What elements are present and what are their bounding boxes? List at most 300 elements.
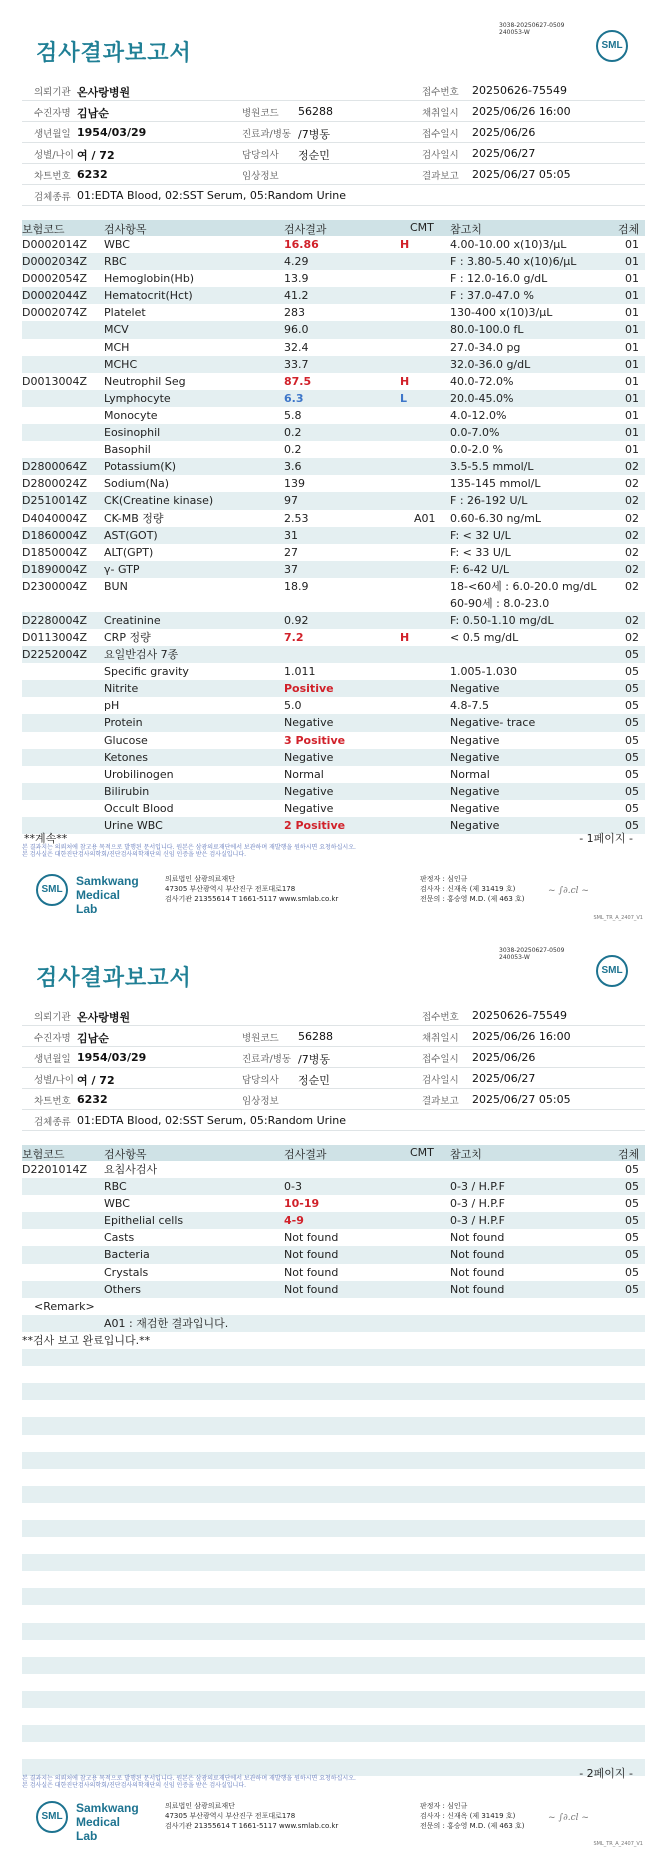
specimen-code: 01 <box>625 443 639 457</box>
test-item: Crystals <box>104 1265 149 1279</box>
insurance-code: D2800024Z <box>22 477 87 491</box>
specimen-code: 05 <box>625 682 639 696</box>
results-table <box>22 220 645 834</box>
report-header <box>0 925 655 1005</box>
insurance-code: D1860004Z <box>22 528 87 542</box>
specimen-code: 01 <box>625 357 639 371</box>
specimen-code: 05 <box>625 819 639 832</box>
reference-range: 80.0-100.0 fL <box>450 323 524 337</box>
remark-a01-row: A01 : 재검한 결과입니다. <box>22 1315 645 1332</box>
footer-org-info: 의료법인 삼광의료재단 47305 부산광역시 부산진구 전포대로178 검사기관 21355614 T 1661-5117 www.smlab.co.kr <box>165 875 339 903</box>
table-header: 보험코드 검사항목 검사결과 CMT 참고치 검체 <box>22 1145 645 1161</box>
test-result: Not found <box>284 1231 339 1245</box>
reference-range: F : 3.80-5.40 x(10)6/μL <box>450 255 577 269</box>
empty-row <box>22 1349 645 1366</box>
test-result: Not found <box>284 1282 339 1296</box>
table-row <box>22 697 645 714</box>
test-result: 5.8 <box>284 408 302 422</box>
insurance-code: D1850004Z <box>22 545 87 559</box>
empty-row <box>22 1708 645 1725</box>
table-row <box>22 304 645 321</box>
specimen-code: 01 <box>625 323 639 337</box>
info-row: 성별/나이 여 / 72 담당의사 정순민 검사일시 2025/06/27 <box>22 143 645 164</box>
test-result: 7.2 <box>284 630 304 644</box>
test-item: Bilirubin <box>104 784 150 798</box>
empty-row <box>22 1469 645 1486</box>
table-row <box>22 527 645 544</box>
empty-row <box>22 1503 645 1520</box>
reference-range: Negative <box>450 801 500 815</box>
footer-brand: SML Samkwang Medical Lab <box>36 1797 136 1837</box>
insurance-code: D2252004Z <box>22 648 87 662</box>
test-result: 18.9 <box>284 579 309 593</box>
empty-row <box>22 1383 645 1400</box>
reference-range: 3.5-5.5 mmol/L <box>450 460 534 474</box>
test-item: Sodium(Na) <box>104 477 169 491</box>
test-result: 16.86 <box>284 238 319 251</box>
test-result: 283 <box>284 306 305 320</box>
test-result: 0-3 <box>284 1180 302 1194</box>
cmt-flag: H <box>400 630 410 644</box>
test-item: pH <box>104 699 120 713</box>
insurance-code: D4040004Z <box>22 511 87 525</box>
reference-range: 40.0-72.0% <box>450 374 514 388</box>
table-row <box>22 1281 645 1298</box>
insurance-code: D0002044Z <box>22 289 87 303</box>
table-row <box>22 339 645 356</box>
table-row <box>22 561 645 578</box>
receipt-no-value: 20250626-75549 <box>472 84 567 97</box>
reference-range: 0.0-7.0% <box>450 426 500 440</box>
specimen-code: 01 <box>625 255 639 269</box>
reference-range: Negative <box>450 784 500 798</box>
specimen-code: 05 <box>625 665 639 679</box>
results-rows-page2 <box>22 1161 645 1298</box>
reference-range: 4.00-10.00 x(10)3/μL <box>450 238 567 251</box>
test-result: 13.9 <box>284 272 309 286</box>
test-result: 97 <box>284 494 298 508</box>
barcode-text: 3038-20250627-0509 240053-W <box>499 947 565 961</box>
reference-range: F: < 32 U/L <box>450 528 511 542</box>
table-row <box>22 1178 645 1195</box>
specimen-code: 02 <box>625 477 639 491</box>
cmt-flag: H <box>400 374 410 388</box>
patient-name-value: 김남순 <box>77 107 109 120</box>
sml-logo-icon: SML <box>36 874 68 906</box>
reference-range: 20.0-45.0% <box>450 391 514 405</box>
info-row: 차트번호 6232 임상정보 결과보고 2025/06/27 05:05 <box>22 164 645 185</box>
reference-range: F : 37.0-47.0 % <box>450 289 534 303</box>
table-row <box>22 629 645 646</box>
table-row <box>22 1161 645 1178</box>
reference-range: 32.0-36.0 g/dL <box>450 357 531 371</box>
page-number: - 2페이지 - <box>579 1767 633 1780</box>
specimen-code: 05 <box>625 1282 639 1296</box>
test-result: Positive <box>284 682 334 696</box>
table-row <box>22 390 645 407</box>
reference-range: F: 6-42 U/L <box>450 562 510 576</box>
table-row <box>22 1212 645 1229</box>
test-result: 10-19 <box>284 1197 320 1211</box>
reference-range: Negative <box>450 733 500 747</box>
reference-range: Negative- trace <box>450 716 536 730</box>
table-row <box>22 492 645 509</box>
insurance-code: D2510014Z <box>22 494 87 508</box>
report-header <box>0 0 655 80</box>
table-row <box>22 1229 645 1246</box>
insurance-code: D0002074Z <box>22 306 87 320</box>
test-result: 5.0 <box>284 699 302 713</box>
table-row <box>22 663 645 680</box>
table-row <box>22 766 645 783</box>
specimen-code: 02 <box>625 579 639 593</box>
specimen-code: 05 <box>625 716 639 730</box>
test-item: Creatinine <box>104 613 161 627</box>
reference-range-2: 60-90세 : 8.0-23.0 <box>450 596 550 610</box>
specimen-code: 05 <box>625 1163 639 1176</box>
info-row: 생년월일 1954/03/29 진료과/병동 /7병동 접수일시 2025/06/26 <box>22 122 645 143</box>
table-row <box>22 680 645 697</box>
test-item: Occult Blood <box>104 801 174 815</box>
empty-row <box>22 1537 645 1554</box>
table-row <box>22 270 645 287</box>
test-item: AST(GOT) <box>104 528 158 542</box>
test-item: Epithelial cells <box>104 1214 184 1228</box>
empty-row <box>22 1417 645 1434</box>
reference-range: Not found <box>450 1231 505 1245</box>
test-result: Not found <box>284 1265 339 1279</box>
patient-info <box>22 80 645 206</box>
specimen-code: 02 <box>625 511 639 525</box>
form-code: SML_TR_A_2407_V1 <box>593 915 643 921</box>
specimen-code: 01 <box>625 426 639 440</box>
footer-brand: SML Samkwang Medical Lab <box>36 870 136 910</box>
footer-warning: 본 결과지는 의뢰처에 참고용 목적으로 발행된 문서입니다. 원본은 삼광의료재단에서 보관하며 재발행을 원하시면 요청하십시오. 본 검사실은 대한진단검사의학회/진단검사의학재단의 신임 인증을 받은 검사실입니다. <box>22 844 356 858</box>
table-row <box>22 1195 645 1212</box>
empty-row <box>22 1400 645 1417</box>
test-item: 요일반검사 7종 <box>104 648 179 662</box>
insurance-code: D2800064Z <box>22 460 87 474</box>
empty-row <box>22 1554 645 1571</box>
test-item: RBC <box>104 1180 127 1194</box>
table-row <box>22 236 645 253</box>
info-row: 수진자명 김남순 병원코드 56288 채취일시 2025/06/26 16:00 <box>22 101 645 122</box>
specimen-code: 02 <box>625 460 639 474</box>
test-result: Not found <box>284 1248 339 1262</box>
footer-signers: 판정자 : 심인규 검사자 : 신재옥 (제 31419 호) 전문의 : 홍승영 M.D. (제 463 호) <box>420 1802 525 1830</box>
reference-range: 0-3 / H.P.F <box>450 1214 505 1228</box>
table-row <box>22 1246 645 1263</box>
table-row <box>22 475 645 492</box>
signature-image: ~ ∫∂.cl ~ <box>548 886 589 896</box>
test-item: γ- GTP <box>104 562 140 576</box>
reference-range: Not found <box>450 1282 505 1296</box>
patient-info: 의뢰기관 온사랑병원 접수번호 20250626-75549 수진자명 김남순 병원코드 56288 채취일시 2025/06/26 16:00 생년월일 1954/03/29 진료과/병동 /7병동 접수일시 2025/06/26 성별/나이 여 / 72 담당의사 정순민 검사일시 2025/06/27 차트번호 6232 임상정보 결과보고 2025/06/27 05:05 검체종류 01:EDTA Blood, 02:SST Serum, 05:Random Urine <box>22 1005 645 1131</box>
test-item: Platelet <box>104 306 146 320</box>
test-result: Normal <box>284 767 324 781</box>
test-result: Negative <box>284 716 334 730</box>
empty-row <box>22 1571 645 1588</box>
sml-logo-icon: SML <box>36 1801 68 1833</box>
specimen-code: 01 <box>625 340 639 354</box>
specimen-code: 01 <box>625 289 639 303</box>
reference-range: Normal <box>450 767 490 781</box>
specimen-code: 01 <box>625 238 639 251</box>
specimen-code: 05 <box>625 750 639 764</box>
remark-label-row: <Remark> <box>34 1299 95 1313</box>
barcode-text: 3038-20250627-0509 240053-W <box>499 22 565 36</box>
empty-row <box>22 1520 645 1537</box>
specimen-code: 05 <box>625 801 639 815</box>
empty-rows <box>22 1349 645 1793</box>
test-item: WBC <box>104 238 130 251</box>
empty-row <box>22 1623 645 1640</box>
test-result: 2.53 <box>284 511 309 525</box>
test-item: Urobilinogen <box>104 767 174 781</box>
reference-range: 1.005-1.030 <box>450 665 517 679</box>
empty-row <box>22 1452 645 1469</box>
cmt-flag: H <box>400 238 410 251</box>
test-item: RBC <box>104 255 127 269</box>
test-item: Others <box>104 1282 141 1296</box>
test-result: 27 <box>284 545 298 559</box>
test-result: 1.011 <box>284 665 316 679</box>
page-number: - 1페이지 - <box>579 832 633 845</box>
empty-row <box>22 1366 645 1383</box>
insurance-code: D0013004Z <box>22 374 87 388</box>
test-item: Hematocrit(Hct) <box>104 289 193 303</box>
table-row <box>22 646 645 663</box>
reference-range: 135-145 mmol/L <box>450 477 541 491</box>
table-row <box>22 783 645 800</box>
specimen-code: 05 <box>625 784 639 798</box>
test-item: BUN <box>104 579 128 593</box>
test-item: Eosinophil <box>104 426 161 440</box>
empty-row <box>22 1640 645 1657</box>
table-row <box>22 321 645 338</box>
empty-row <box>22 1486 645 1503</box>
table-row <box>22 612 645 629</box>
table-row <box>22 441 645 458</box>
reference-range: Negative <box>450 682 500 696</box>
table-row <box>22 407 645 424</box>
test-item: WBC <box>104 1197 130 1211</box>
test-result: Negative <box>284 750 334 764</box>
test-item: Glucose <box>104 733 148 747</box>
table-row <box>22 356 645 373</box>
table-row <box>22 510 645 527</box>
test-item: Nitrite <box>104 682 139 696</box>
test-result: 0.2 <box>284 426 302 440</box>
insurance-code: D0002034Z <box>22 255 87 269</box>
test-item: CK(Creatine kinase) <box>104 494 214 508</box>
reference-range: 18-<60세 : 6.0-20.0 mg/dL <box>450 579 597 593</box>
test-item: CK-MB 정량 <box>104 511 164 525</box>
test-item: MCHC <box>104 357 138 371</box>
footer-org-info: 의료법인 삼광의료재단 47305 부산광역시 부산진구 전포대로178 검사기관 21355614 T 1661-5117 www.smlab.co.kr <box>165 1802 339 1830</box>
info-row: 검체종류 01:EDTA Blood, 02:SST Serum, 05:Random Urine <box>22 185 645 206</box>
table-row <box>22 544 645 561</box>
specimen-code: 01 <box>625 374 639 388</box>
report-title: 검사결과보고서 <box>36 966 192 991</box>
reference-range: F : 12.0-16.0 g/dL <box>450 272 548 286</box>
test-item: Protein <box>104 716 143 730</box>
reference-range: Negative <box>450 819 500 832</box>
table-row <box>22 458 645 475</box>
table-row <box>22 287 645 304</box>
test-result: Negative <box>284 801 334 815</box>
reference-range: F: < 33 U/L <box>450 545 511 559</box>
table-row <box>22 817 645 834</box>
test-result: 0.2 <box>284 443 302 457</box>
reference-range: F : 26-192 U/L <box>450 494 528 508</box>
reference-range: 0.0-2.0 % <box>450 443 503 457</box>
test-result: 4-9 <box>284 1214 304 1228</box>
test-result: 41.2 <box>284 289 309 303</box>
footer-signers: 판정자 : 심인규 검사자 : 신재옥 (제 31419 호) 전문의 : 홍승영 M.D. (제 463 호) <box>420 875 525 903</box>
footer-warning: 본 결과지는 의뢰처에 참고용 목적으로 발행된 문서입니다. 원본은 삼광의료재단에서 보관하며 재발행을 원하시면 요청하십시오. 본 검사실은 대한진단검사의학회/진단검사의학재단의 신임 인증을 받은 검사실입니다. <box>22 1775 356 1789</box>
test-item: Basophil <box>104 443 151 457</box>
specimen-code: 01 <box>625 408 639 422</box>
test-result: 2 Positive <box>284 819 346 832</box>
test-item: MCH <box>104 340 130 354</box>
info-row: 의뢰기관 온사랑병원 접수번호 20250626-75549 <box>22 80 645 101</box>
test-result: 31 <box>284 528 298 542</box>
empty-row <box>22 1588 645 1605</box>
insurance-code: D2300004Z <box>22 579 87 593</box>
table-header: 보험코드 검사항목 검사결과 CMT 참고치 검체 <box>22 220 645 236</box>
cmt-flag: A01 <box>414 511 436 525</box>
test-item: ALT(GPT) <box>104 545 154 559</box>
hospital-value: 온사랑병원 <box>77 86 131 99</box>
test-item: Potassium(K) <box>104 460 177 474</box>
test-item: Urine WBC <box>104 819 163 832</box>
reference-range: 0-3 / H.P.F <box>450 1197 505 1211</box>
test-item: Hemoglobin(Hb) <box>104 272 195 286</box>
cmt-flag: L <box>400 391 408 405</box>
empty-row <box>22 1435 645 1452</box>
test-item: Lymphocyte <box>104 391 171 405</box>
specimen-code: 05 <box>625 1180 639 1194</box>
table-row <box>22 424 645 441</box>
report-title: 검사결과보고서 <box>36 41 192 66</box>
table-row <box>22 749 645 766</box>
test-result: 87.5 <box>284 374 312 388</box>
reference-range: Not found <box>450 1265 505 1279</box>
insurance-code: D0113004Z <box>22 630 87 644</box>
reference-range: 130-400 x(10)3/μL <box>450 306 553 320</box>
insurance-code: D2201014Z <box>22 1163 87 1176</box>
test-result: 96.0 <box>284 323 309 337</box>
test-item: Neutrophil Seg <box>104 374 186 388</box>
continued-label: **계속** <box>24 832 68 845</box>
test-item: CRP 정량 <box>104 630 151 644</box>
report-complete-row: **검사 보고 완료입니다.** <box>22 1333 151 1347</box>
specimen-code: 05 <box>625 1231 639 1245</box>
specimen-code: 05 <box>625 648 639 662</box>
sml-logo-icon: SML <box>596 30 628 62</box>
table-row <box>22 1264 645 1281</box>
specimen-code: 01 <box>625 306 639 320</box>
test-result: 139 <box>284 477 305 491</box>
reference-range: 4.0-12.0% <box>450 408 507 422</box>
table-row <box>22 253 645 270</box>
specimen-code: 05 <box>625 1197 639 1211</box>
empty-row <box>22 1742 645 1759</box>
test-item: Bacteria <box>104 1248 150 1262</box>
results-table <box>22 1145 645 1793</box>
test-result: 37 <box>284 562 298 576</box>
empty-row <box>22 1759 645 1776</box>
test-result: 0.92 <box>284 613 309 627</box>
insurance-code: D2280004Z <box>22 613 87 627</box>
empty-row <box>22 1657 645 1674</box>
specimen-code: 02 <box>625 494 639 508</box>
test-item: Ketones <box>104 750 148 764</box>
specimen-code: 05 <box>625 699 639 713</box>
specimen-code: 02 <box>625 630 639 644</box>
test-item: Specific gravity <box>104 665 189 679</box>
test-item: Casts <box>104 1231 135 1245</box>
reference-range: 4.8-7.5 <box>450 699 489 713</box>
test-item: 요침사검사 <box>104 1163 158 1176</box>
test-item: MCV <box>104 323 129 337</box>
empty-row <box>22 1725 645 1742</box>
table-row <box>22 714 645 731</box>
report-page-2 <box>0 925 655 1850</box>
test-result: 3 Positive <box>284 733 346 747</box>
insurance-code: D0002054Z <box>22 272 87 286</box>
specimen-code: 02 <box>625 545 639 559</box>
results-rows-page1 <box>22 236 645 834</box>
specimen-code: 05 <box>625 1214 639 1228</box>
reference-range: 0-3 / H.P.F <box>450 1180 505 1194</box>
sml-logo-icon: SML <box>596 955 628 987</box>
specimen-code: 01 <box>625 391 639 405</box>
reference-range: Not found <box>450 1248 505 1262</box>
test-result: 3.6 <box>284 460 302 474</box>
signature-image: ~ ∫∂.cl ~ <box>548 1813 589 1823</box>
test-result: Negative <box>284 784 334 798</box>
specimen-code: 02 <box>625 528 639 542</box>
reference-range: 0.60-6.30 ng/mL <box>450 511 541 525</box>
insurance-code: D1890004Z <box>22 562 87 576</box>
reference-range: Negative <box>450 750 500 764</box>
test-result: 32.4 <box>284 340 309 354</box>
specimen-code: 01 <box>625 272 639 286</box>
test-result: 6.3 <box>284 391 304 405</box>
table-row <box>22 732 645 749</box>
reference-range: 27.0-34.0 pg <box>450 340 521 354</box>
specimen-code: 05 <box>625 733 639 747</box>
empty-row <box>22 1674 645 1691</box>
test-result: 4.29 <box>284 255 309 269</box>
empty-row <box>22 1691 645 1708</box>
specimen-code: 05 <box>625 767 639 781</box>
reference-range: < 0.5 mg/dL <box>450 630 519 644</box>
reference-range: F: 0.50-1.10 mg/dL <box>450 613 554 627</box>
specimen-code: 05 <box>625 1265 639 1279</box>
table-row <box>22 578 645 612</box>
empty-row <box>22 1605 645 1622</box>
table-row <box>22 373 645 390</box>
table-row <box>22 800 645 817</box>
test-result: 33.7 <box>284 357 309 371</box>
test-item: Monocyte <box>104 408 158 422</box>
specimen-code: 02 <box>625 562 639 576</box>
form-code: SML_TR_A_2407_V1 <box>593 1841 643 1847</box>
specimen-code: 05 <box>625 1248 639 1262</box>
